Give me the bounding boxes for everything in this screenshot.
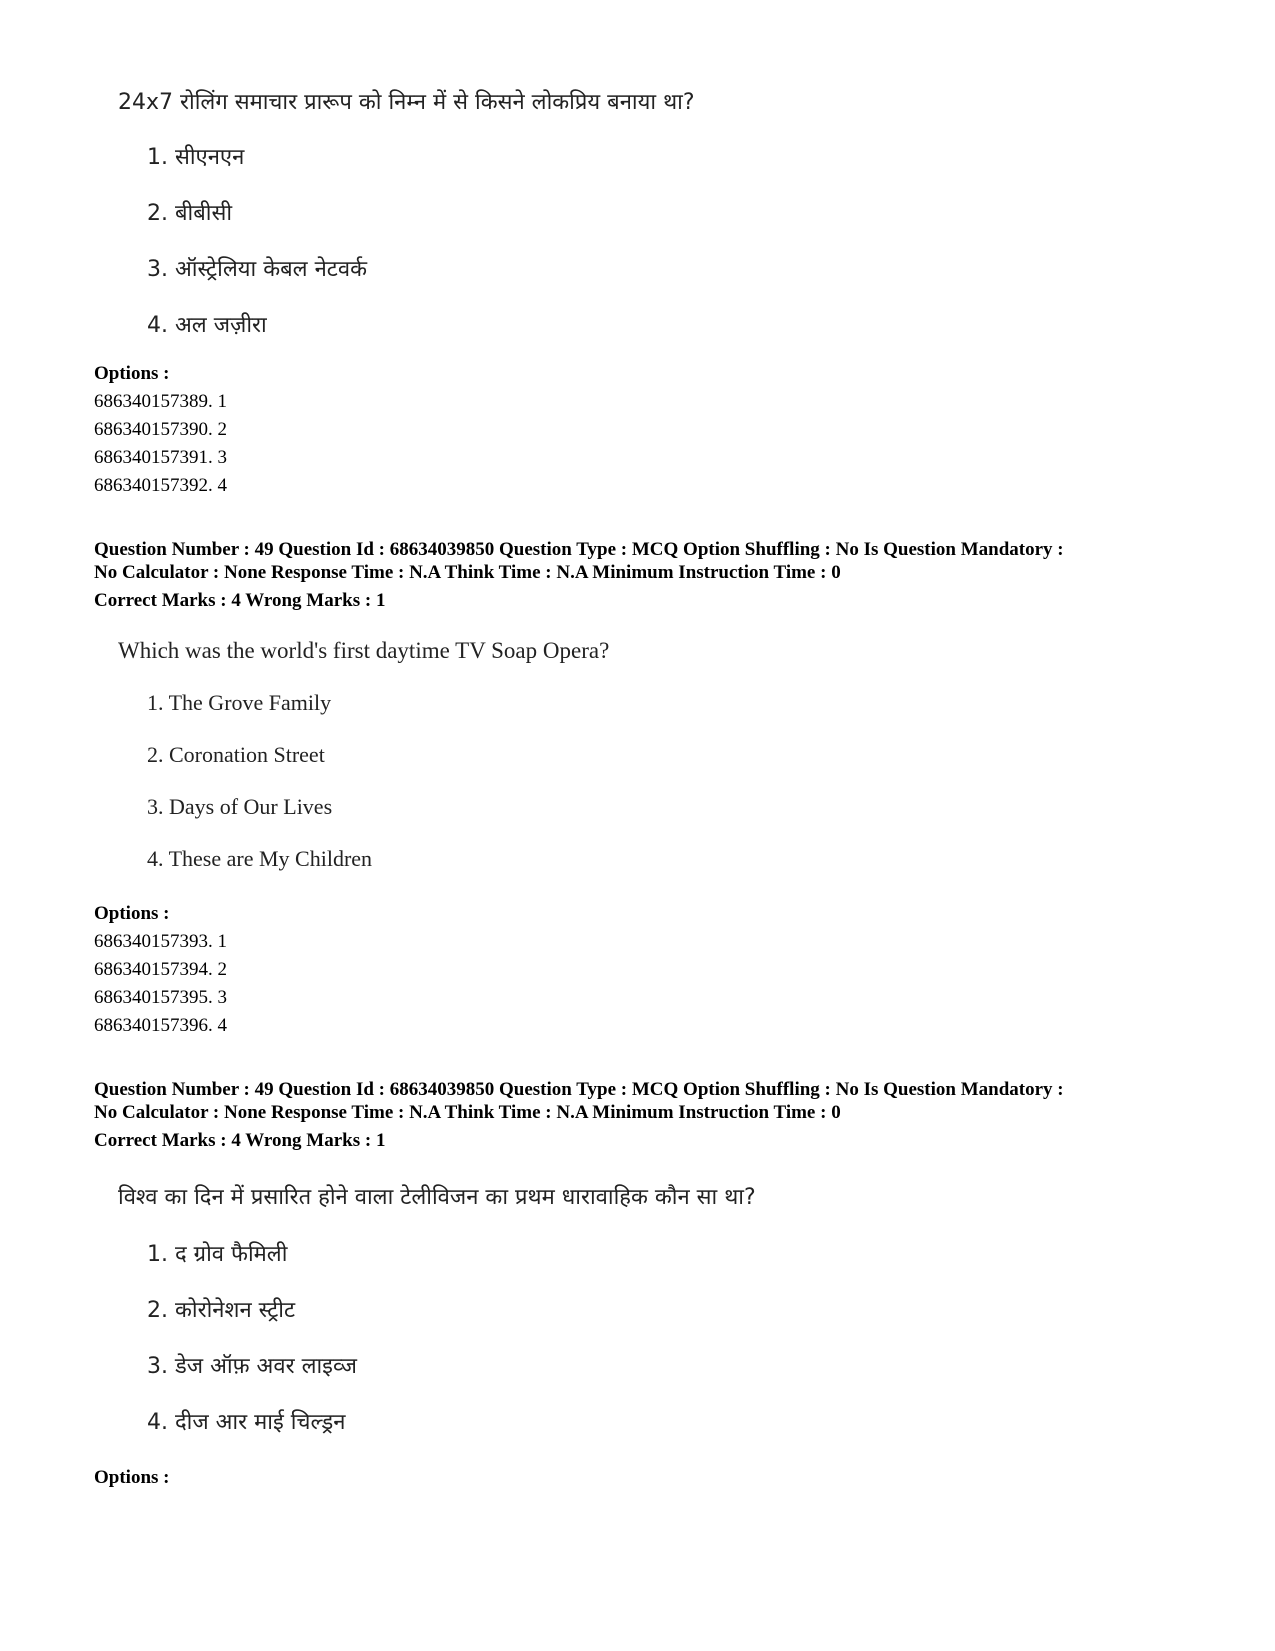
- question-meta: Question Number : 49 Question Id : 68634039850 Question Type : MCQ Option Shuffling : No Is Question Mandatory :: [94, 539, 1064, 560]
- answer-choice: 4. अल जज़ीरा: [147, 313, 267, 338]
- answer-choice: 1. सीएनएन: [147, 145, 245, 170]
- answer-choice: 4. दीज आर माई चिल्ड्रन: [147, 1410, 346, 1435]
- question-text: 24x7 रोलिंग समाचार प्रारूप को निम्न में से किसने लोकप्रिय बनाया था?: [118, 90, 695, 115]
- options-label: Options :: [94, 903, 170, 924]
- answer-choice: 1. The Grove Family: [147, 690, 332, 715]
- answer-choice: 3. ऑस्ट्रेलिया केबल नेटवर्क: [147, 257, 367, 282]
- option-id-line: 686340157392. 4: [94, 475, 227, 496]
- option-id-line: 686340157393. 1: [94, 931, 227, 952]
- question-meta: Question Number : 49 Question Id : 68634039850 Question Type : MCQ Option Shuffling : No Is Question Mandatory :: [94, 1079, 1064, 1100]
- options-label: Options :: [94, 1467, 170, 1488]
- answer-choice: 3. Days of Our Lives: [147, 794, 333, 819]
- option-id-line: 686340157394. 2: [94, 959, 227, 980]
- marks-line: Correct Marks : 4 Wrong Marks : 1: [94, 590, 386, 611]
- answer-choice: 4. These are My Children: [147, 846, 373, 871]
- answer-choice: 2. Coronation Street: [147, 742, 325, 767]
- options-label: Options :: [94, 363, 170, 384]
- option-id-line: 686340157389. 1: [94, 391, 227, 412]
- answer-choice: 2. कोरोनेशन स्ट्रीट: [147, 1298, 296, 1323]
- question-text: विश्व का दिन में प्रसारित होने वाला टेलीविजन का प्रथम धारावाहिक कौन सा था?: [118, 1185, 756, 1210]
- question-meta: No Calculator : None Response Time : N.A Think Time : N.A Minimum Instruction Time : 0: [94, 1102, 841, 1123]
- answer-choice: 3. डेज ऑफ़ अवर लाइव्ज: [147, 1354, 358, 1379]
- option-id-line: 686340157391. 3: [94, 447, 227, 468]
- option-id-line: 686340157396. 4: [94, 1015, 227, 1036]
- answer-choice: 1. द ग्रोव फैमिली: [147, 1242, 288, 1267]
- option-id-line: 686340157395. 3: [94, 987, 227, 1008]
- option-id-line: 686340157390. 2: [94, 419, 227, 440]
- answer-choice: 2. बीबीसी: [147, 201, 233, 226]
- question-meta: No Calculator : None Response Time : N.A Think Time : N.A Minimum Instruction Time : 0: [94, 562, 841, 583]
- question-text: Which was the world's first daytime TV Soap Opera?: [118, 638, 610, 663]
- marks-line: Correct Marks : 4 Wrong Marks : 1: [94, 1130, 386, 1151]
